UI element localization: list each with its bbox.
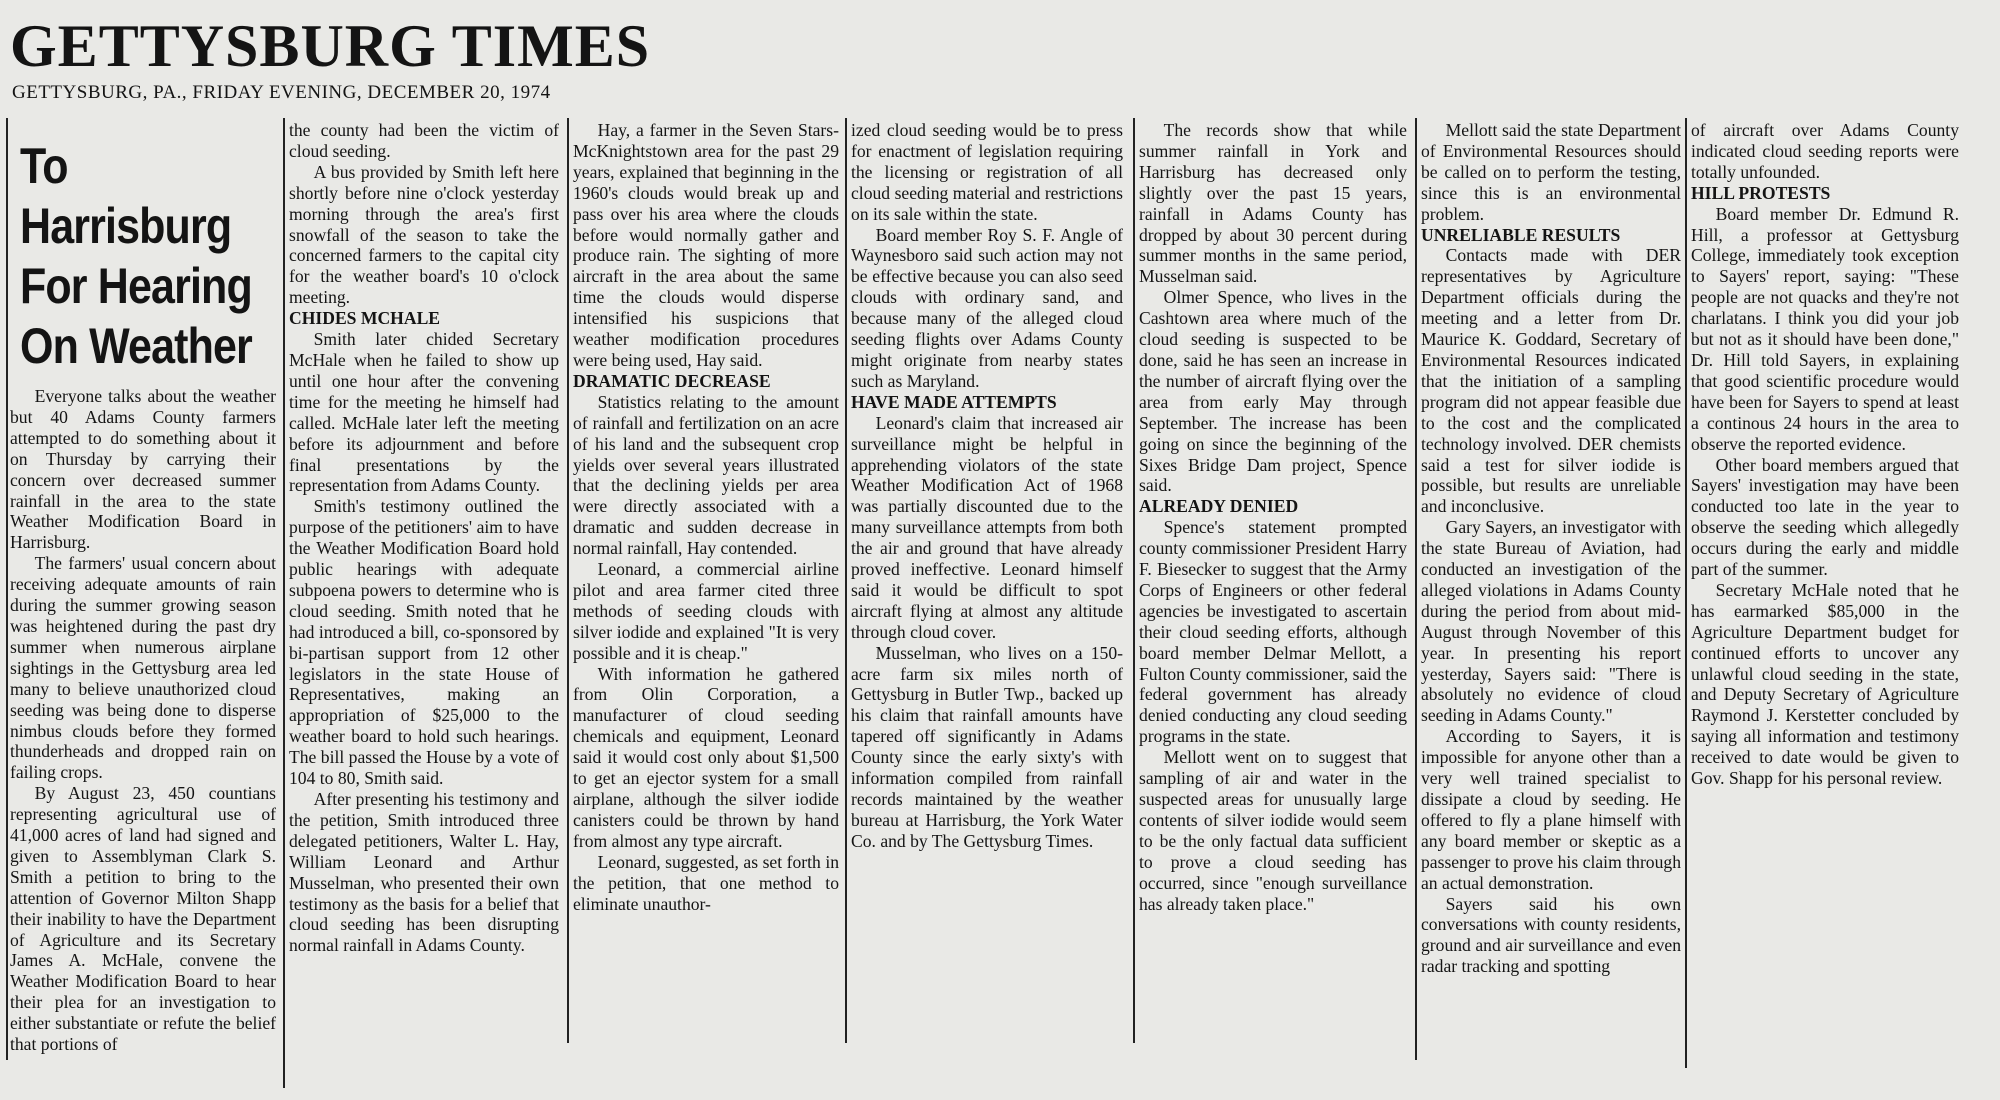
paragraph: Musselman, who lives on a 150-acre farm six miles north of Gettysburg in Butler Twp., backed up his claim that rainfall amounts have tapered off significantly in Adams County since the early sixty's with information compiled from rainfall records maintained by the weather bureau at Harrisburg, the York Water Co. and by The Gettysburg Times. [851,642,1123,851]
paragraph: The farmers' usual concern about receiving adequate amounts of rain during the summer growing season was heightened during the past dry summer when numerous airplane sightings in the Gettysburg area led many to believe unauthorized cloud seeding was being done to disperse nimbus clouds before they formed thunderheads and dropped rain on failing crops. [10,553,276,783]
paragraph: Smith's testimony outlined the purpose of the petitioners' aim to have the Weather Modification Board hold public hearings with adequate subpoena powers to determine who is cloud seeding. Smith noted that he had introduced a bill, co-sponsored by bi-partisan support from 12 other legislators in the state House of Representatives, making an appropriation of $25,000 to the weather board to hold such hearings. The bill passed the House by a vote of 104 to 80, Smith said. [289,496,559,789]
dateline: GETTYSBURG, PA., FRIDAY EVENING, DECEMBER 20, 1974 [12,82,551,103]
column-rule [6,118,8,1060]
paragraph: The records show that while summer rainfall in York and Harrisburg has decreased only slightly over the past 15 years, rainfall in Adams County has dropped by about 30 percent during summer months in the same period, Musselman said. [1139,120,1407,287]
subhead: UNRELIABLE RESULTS [1421,224,1621,245]
headline-line: To Harrisburg [20,138,232,254]
paragraph: Secretary McHale noted that he has earmarked $85,000 in the Agriculture Department budget for continued efforts to uncover any unlawful cloud seeding in the state, and Deputy Secretary of Agriculture Raymond J. Kerstetter concluded by saying all information and testimony received to date would be given to Gov. Shapp for his personal review. [1691,579,1959,789]
paragraph: Board member Roy S. F. Angle of Waynesboro said such action may not be effective because you can also seed clouds with ordinary sand, and because many of the alleged cloud seeding flights over Adams County might originate from nearby states such as Maryland. [851,224,1123,391]
paragraph: Mellott said the state Department of Environmental Resources should be called on to perform the testing, since this is an environmental problem. [1421,120,1681,224]
column-rule [283,118,285,1088]
subhead: HAVE MADE ATTEMPTS [851,391,1057,412]
paragraph: Olmer Spence, who lives in the Cashtown area where much of the cloud seeding is suspected to be done, said he has seen an increase in the number of aircraft flying over the area from early May through September. The increase has been going on since the beginning of the Sixes Bridge Dam project, Spence said. [1139,287,1407,496]
paragraph: With information he gathered from Olin Corporation, a manufacturer of cloud seeding chemicals and equipment, Leonard said it would cost only about $1,500 to get an ejector system for a small airplane, although the silver iodide canisters could be thrown by hand from almost any type aircraft. [573,663,839,851]
paragraph: By August 23, 450 countians representing agricultural use of 41,000 acres of land had signed and given to Assemblyman Clark S. Smith a petition to bring to the attention of Governor Milton Shapp their inability to have the Department of Agriculture and its Secretary James A. McHale, convene the Weather Modification Board to hear their plea for an investigation to either substantiate or refute the belief that portions of [10,783,276,1055]
article-column-6 [1421,120,1681,1095]
paragraph: Mellott went on to suggest that sampling of air and water in the suspected areas for unusually large contents of silver iodide would seem to be the only factual data sufficient to prove a cloud seeding has occurred, since "enough surveillance has already taken place." [1139,747,1407,914]
continued-paragraph: of aircraft over Adams County indicated cloud seeding reports were totally unfounded. [1691,120,1959,182]
article-column-1 [10,120,276,1060]
column-rule [567,118,569,1043]
paragraph: According to Sayers, it is impossible for anyone other than a very well trained specialist to dissipate a cloud by seeding. He offered to fly a plane himself with any board member or skeptic as a passenger to prove his claim through an actual demonstration. [1421,726,1681,893]
column-rule [1415,118,1417,1060]
continued-paragraph: ized cloud seeding would be to press for enactment of legislation requiring the licensing or registration of all cloud seeding material and restrictions on its sale within the state. [851,120,1123,224]
paragraph: Board member Dr. Edmund R. Hill, a professor at Gettysburg College, immediately took exception to Sayers' report, saying: "These people are not quacks and they're not charlatans. I think you did your job but not as it should have been done," Dr. Hill told Sayers, in explaining that good scientific procedure would have been for Sayers to spend at least a continous 24 hours in the area to observe the reported evidence. [1691,203,1959,454]
paragraph: Gary Sayers, an investigator with the state Bureau of Aviation, had conducted an investigation of the alleged violations in Adams County during the period from about mid-August through November of this year. In presenting his report yesterday, Sayers said: "There is absolutely no evidence of cloud seeding in Adams County." [1421,517,1681,726]
paragraph: Contacts made with DER representatives by Agriculture Department officials during the meeting and a letter from Dr. Maurice K. Goddard, Secretary of Environmental Resources indicated that the initiation of a sampling program did not appear feasible due to the cost and the complicated technology involved. DER chemists said a test for silver iodide is possible, but results are unreliable and inconclusive. [1421,245,1681,517]
article-column-5 [1139,120,1407,1080]
column-rule [1685,118,1687,1068]
paragraph: Spence's statement prompted county commissioner President Harry F. Biesecker to suggest that the Army Corps of Engineers or other federal agencies be investigated to ascertain their cloud seeding efforts, although board member Delmar Mellott, a Fulton County commissioner, said the federal government has already denied conducting any cloud seeding programs in the state. [1139,517,1407,747]
paragraph: Smith later chided Secretary McHale when he failed to show up until one hour after the convening time for the meeting he himself had called. McHale later left the meeting before its adjournment and before final presentations by the representation from Adams County. [289,329,559,496]
paragraph: Hay, a farmer in the Seven Stars-McKnightstown area for the past 29 years, explained that beginning in the 1960's clouds would break up and pass over his area where the clouds before would normally gather and produce rain. The sighting of more aircraft in the area about the same time the clouds would disperse intensified his suspicions that weather modification procedures were being used, Hay said. [573,120,839,370]
paragraph: Leonard, a commercial airline pilot and area farmer cited three methods of seeding clouds with silver iodide and explained "It is very possible and it is cheap." [573,559,839,663]
paragraph: Statistics relating to the amount of rainfall and fertilization on an acre of his land and the subsequent crop yields over several years illustrated that the declining yields per area were directly associated with a dramatic and sudden decrease in normal rainfall, Hay contended. [573,391,839,559]
paragraph: Other board members argued that Sayers' investigation may have been conducted too late in the year to observe the seeding which allegedly occurs during the early and middle part of the summer. [1691,454,1959,580]
subhead: HILL PROTESTS [1691,182,1831,203]
subhead: CHIDES MCHALE [289,308,441,329]
paragraph: Sayers said his own conversations with county residents, ground and air surveillance and even radar tracking and spotting [1421,893,1681,977]
continued-paragraph: the county had been the victim of cloud seeding. [289,120,559,161]
article-column-7 [1691,120,1959,1080]
paragraph: Everyone talks about the weather but 40 Adams County farmers attempted to do something about it on Thursday by carrying their concern over decreased summer rainfall in the area to the state Weather Modification Board in Harrisburg. [10,386,276,553]
article-column-3 [573,120,839,1080]
article-column-2 [289,120,559,1090]
subhead: ALREADY DENIED [1139,496,1299,517]
paragraph: Leonard's claim that increased air surveillance might be helpful in apprehending violators of the state Weather Modification Act of 1968 was partially discounted due to the many surveillance attempts from both the air and ground that have already proved ineffective. Leonard himself said it would be difficult to spot aircraft flying at almost any altitude through cloud cover. [851,412,1123,642]
headline-line: For Hearing [20,258,252,314]
paragraph: Leonard, suggested, as set forth in the petition, that one method to eliminate unauthor- [573,851,839,914]
headline-line: On Weather [20,318,252,374]
article-column-4 [851,120,1123,1080]
headline [20,136,276,376]
paragraph: After presenting his testimony and the petition, Smith introduced three delegated petitioners, Walter L. Hay, William Leonard and Arthur Musselman, who presented their own testimony as the basis for a belief that cloud seeding has been disrupting normal rainfall in Adams County. [289,789,559,956]
paragraph: A bus provided by Smith left here shortly before nine o'clock yesterday morning through the area's first snowfall of the season to take the concerned farmers to the capital city for the weather board's 10 o'clock meeting. [289,161,559,308]
column-rule [845,118,847,1043]
subhead: DRAMATIC DECREASE [573,370,771,391]
masthead: GETTYSBURG TIMES [10,13,651,79]
column-rule [1133,118,1135,1043]
